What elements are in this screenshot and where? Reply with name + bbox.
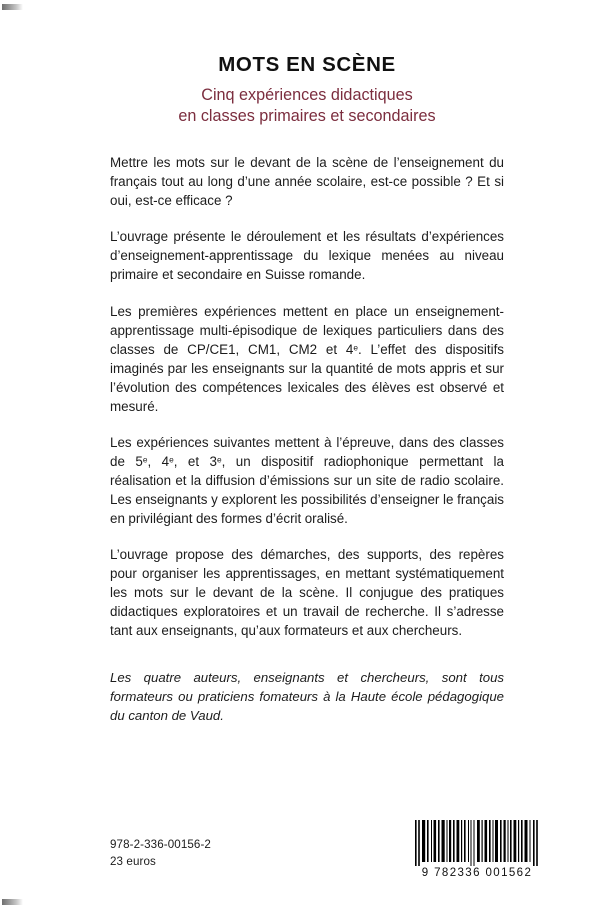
ordinal-suffix: e — [353, 341, 358, 352]
blurb-body — [110, 153, 504, 725]
blurb-p3-text-after: . L’effet des dispositifs imaginés par les enseignants sur la quantité de mots appris et sur l’évolution des compétences lexicales des élèves est observé et mesuré. — [110, 341, 505, 414]
cover-content — [110, 0, 504, 725]
isbn-price-block — [110, 837, 211, 871]
cover-footer — [110, 809, 542, 889]
authors-note: Les quatre auteurs, enseignants et chercheurs, sont tous formateurs ou praticiens fomateurs à la Haute école pédagogique du canton de Vaud. — [110, 670, 504, 724]
blurb-p4-seg-3: , et 3 — [173, 453, 217, 469]
page-subtitle — [110, 85, 504, 128]
ean13-barcode — [412, 820, 542, 879]
blurb-paragraph-4 — [110, 433, 504, 528]
subtitle-line-2: en classes primaires et secondaires — [178, 106, 436, 125]
page-title: MOTS EN SCÈNE — [218, 53, 396, 76]
page-edge-mark-top — [2, 4, 23, 10]
blurb-p4-seg-4: , un dispositif radiophonique permettant la réalisation et la diffusion d’émissions sur un site de radio scolaire. Les enseignants y explorent les possibilités d’enseigner le français en privilégiant des formes d’écrit oralisé. — [110, 453, 504, 526]
price-label: 23 euros — [110, 855, 156, 869]
barcode-bars — [412, 820, 542, 866]
ordinal-suffix: e — [216, 453, 222, 464]
blurb-p4-seg-1: Les expériences suivantes mettent à l’épreuve, dans des classes de 5 — [110, 434, 504, 469]
blurb-paragraph-3 — [110, 302, 504, 416]
blurb-paragraph-1: Mettre les mots sur le devant de la scène de l’enseignement du français tout au long d’une année scolaire, est-ce possible ? Et si oui, est-ce efficace ? — [110, 155, 504, 209]
blurb-p4-seg-2: , 4 — [147, 453, 170, 469]
barcode-digits: 9 782336 001562 — [421, 867, 533, 879]
page-edge-mark-bottom — [2, 899, 23, 905]
ordinal-suffix: e — [169, 453, 174, 464]
blurb-paragraph-2: L’ouvrage présente le déroulement et les résultats d’expériences d’enseignement-apprentissage du lexique menées au niveau primaire et secondaire en Suisse romande. — [110, 229, 504, 283]
isbn-number: 978-2-336-00156-2 — [110, 838, 211, 852]
blurb-paragraph-5: L’ouvrage propose des démarches, des supports, des repères pour organiser les apprentissages, en mettant systématiquement les mots sur le devant de la scène. Il conjugue des pratiques didactiques exploratoires et un travail de recherche. Il s’adresse tant aux enseignants, qu’aux formateurs et aux chercheurs. — [110, 546, 504, 638]
blurb-p3-text-before: Les premières expériences mettent en place un enseignement-apprentissage multi-épisodique de lexiques particuliers dans des classes de CP/CE1, CM1, CM2 et 4 — [110, 303, 504, 357]
subtitle-line-1: Cinq expériences didactiques — [201, 85, 413, 104]
ordinal-suffix: e — [142, 453, 148, 464]
